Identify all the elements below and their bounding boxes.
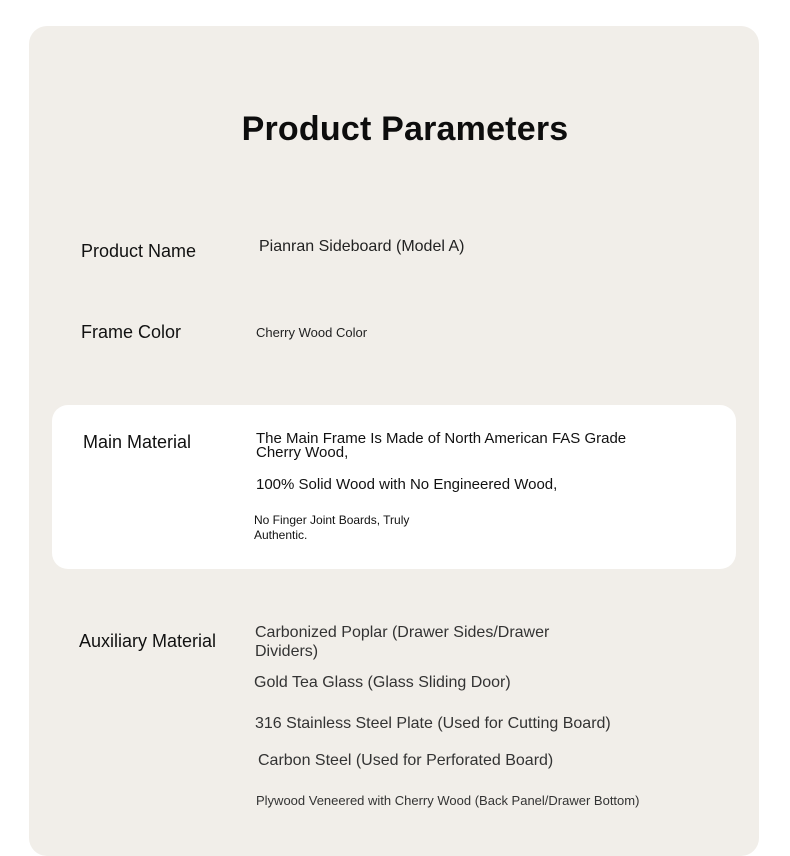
auxiliary-material-label: Auxiliary Material (79, 631, 217, 651)
main-material-line-3: 100% Solid Wood with No Engineered Wood, (256, 476, 558, 493)
product-name-value: Pianran Sideboard (Model A) (259, 238, 465, 255)
frame-color-label: Frame Color (81, 322, 182, 342)
product-name-label: Product Name (81, 241, 197, 261)
main-material-label: Main Material (83, 432, 192, 452)
auxiliary-item-1-line-2: Dividers) (255, 643, 319, 660)
page-title: Product Parameters (241, 110, 569, 148)
auxiliary-item-1-line-1: Carbonized Poplar (Drawer Sides/Drawer (255, 624, 550, 641)
frame-color-value: Cherry Wood Color (256, 325, 368, 340)
auxiliary-item-5: Plywood Veneered with Cherry Wood (Back Panel/Drawer Bottom) (256, 793, 640, 808)
main-material-line-2: Cherry Wood, (256, 444, 349, 461)
auxiliary-item-4: Carbon Steel (Used for Perforated Board) (258, 752, 554, 769)
main-material-line-4: No Finger Joint Boards, Truly (254, 513, 410, 527)
auxiliary-item-3: 316 Stainless Steel Plate (Used for Cutting Board) (255, 715, 611, 732)
main-material-line-1: The Main Frame Is Made of North American FAS Grade (256, 430, 627, 447)
auxiliary-item-2: Gold Tea Glass (Glass Sliding Door) (254, 674, 511, 691)
main-material-line-5: Authentic. (254, 528, 308, 542)
